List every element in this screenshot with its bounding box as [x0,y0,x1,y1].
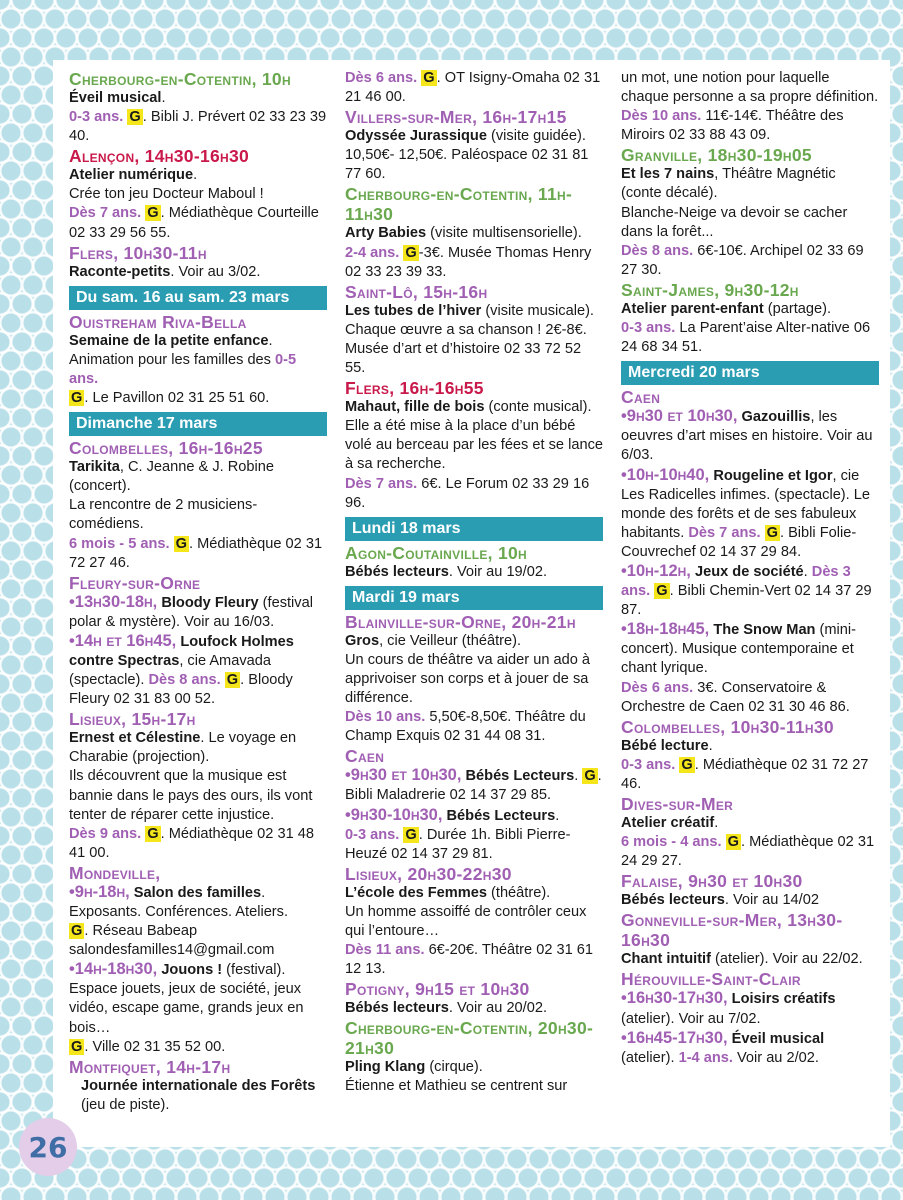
free-badge: G [681,756,693,773]
date-header: Mercredi 20 mars [621,361,879,385]
event-city: Flers, 10h30-11h [69,242,207,263]
free-badge: G [405,826,417,843]
event-title: Bébés Lecteurs [465,768,575,785]
age-badge: Dès 11 ans. [345,942,425,959]
event-title: Bloody Fleury [161,594,259,611]
event-alencon: Alençon, 14h30-16h30 Atelier numérique. Crée ton jeu Docteur Maboul ! Dès 7 ans. G . Médiathèque Courteille 02 33 29 56 55. [69,146,327,242]
free-badge: G [71,390,83,407]
event-city: Colombelles, 10h30-11h30 [621,716,834,737]
free-badge: G [71,1038,83,1055]
free-badge: G [175,535,187,552]
age-badge: 1-4 ans. [678,1049,733,1066]
event-city: Falaise, 9h30 et 10h30 [621,871,803,892]
event-cherbourg-arty: Cherbourg-en-Cotentin, 11h-11h30 Arty Babies (visite multisensorielle). 2-4 ans. G -3€. Musée Thomas Henry 02 33 23 39 33. [345,184,603,281]
event-granville: Granville, 18h30-19h05 Et les 7 nains, Théâtre Magnétic (conte décalé). Blanche-Neige va devoir se cacher dans la forêt... Dès 8 ans. 6€-10€. Archipel 02 33 69 27 30. [621,145,879,280]
event-potigny: Potigny, 9h15 et 10h30 Bébés lecteurs. Voir au 20/02. [345,979,603,1018]
event-title: Gazouillis [741,409,811,426]
event-time: •16h30-17h30, [621,989,728,1008]
event-fleury: Fleury-sur-Orne •13h30-18h, Bloody Fleury (festival polar & mystère). Voir au 16/03. •14h et 16h45, Loufock Holmes contre Spectras, cie Amavada (spectacle). Dès 8 ans. G . Bloody Fleury 02 31 83 00 52. [69,573,327,710]
event-title: Atelier créatif [621,815,715,831]
column-3 [621,69,879,1068]
event-villers: Villers-sur-Mer, 16h-17h15 Odyssée Jurassique (visite guidée). 10,50€- 12,50€. Paléospace 02 31 81 77 60. [345,107,603,184]
event-city: Flers, 16h-16h55 [345,378,484,399]
event-title: Arty Babies [345,225,427,242]
event-title: Loufock Holmes contre Spectras [69,633,294,669]
event-dives: Dives-sur-Mer Atelier créatif. 6 mois - 4 ans. G . Médiathèque 02 31 24 29 27. [621,794,879,871]
event-city: Cherbourg-en-Cotentin, 20h30-21h30 [345,1018,594,1059]
event-gonneville: Gonneville-sur-Mer, 13h30-16h30 Chant intuitif (atelier). Voir au 22/02. [621,910,879,969]
event-flers-mahaut: Flers, 16h-16h55 Mahaut, fille de bois (conte musical). Elle a été mise à la place d’un bébé volé au berceau par les fées et se lance à sa recherche. Dès 7 ans. 6€. Le Forum 02 33 29 16 96. [345,378,603,511]
event-caen: Caen •9h30 et 10h30, Bébés Lecteurs. G . Bibli Maladrerie 02 14 37 29 85. •9h30-10h30, Bébés Lecteurs. 0-3 ans. G . Durée 1h. Bibli Pierre-Heuzé 02 14 37 29 81. [345,746,602,862]
event-title: Atelier parent-enfant [621,300,764,317]
event-saint-lo: Saint-Lô, 15h-16h Les tubes de l’hiver (visite musicale). Chaque œuvre a sa chanson ! 2€-8€. Musée d’art et d’histoire 02 33 72 52 55. [345,282,603,378]
age-badge: Dès 10 ans. [621,108,702,125]
date-header: Mardi 19 mars [345,586,603,610]
event-city: Mondeville, [69,862,161,883]
event-title: Raconte-petits [69,263,171,280]
event-cherbourg-pling: Cherbourg-en-Cotentin, 20h30-21h30 Pling Klang (cirque). Étienne et Mathieu se centrent sur [345,1018,603,1096]
event-time: •16h45-17h30, [621,1028,728,1047]
age-badge: Dès 8 ans. [148,672,221,689]
event-cherbourg-eveil: Cherbourg-en-Cotentin, 10h Éveil musical. 0-3 ans. G . Bibli J. Prévert 02 33 23 39 40. [69,69,327,145]
event-city: Colombelles, 16h-16h25 [69,438,263,459]
event-title: Bébé lecture [621,737,709,754]
free-badge: G [226,672,239,689]
event-city: Lisieux, 15h-17h [69,709,196,730]
free-badge: G [423,70,435,86]
event-time: •14h et 16h45, [69,631,177,650]
event-ouistreham: Ouistreham Riva-Bella Semaine de la petite enfance. Animation pour les familles des 0-5 ans. G . Le Pavillon 02 31 25 51 60. [69,312,327,408]
event-title: Éveil musical [731,1030,825,1047]
age-badge: 0-3 ans. [621,320,676,337]
event-title: Bébés lecteurs [345,563,449,580]
age-badge: 0-3 ans. [345,826,400,843]
event-title: Bébés Lecteurs [446,807,556,824]
event-saint-james: Saint-James, 9h30-12h Atelier parent-enfant (partage). 0-3 ans. La Parent’aise Alter-native 06 24 68 34 51. [621,280,879,357]
free-badge: G [727,834,739,851]
event-falaise: Falaise, 9h30 et 10h30 Bébés lecteurs. Voir au 14/02 [621,871,879,910]
free-badge: G [147,205,159,222]
event-blainville: Blainville-sur-Orne, 20h-21h Gros, cie Veilleur (théâtre). Un cours de théâtre va aider un ado à apprivoiser son corps et à jouer de sa différence. Dès 10 ans. 5,50€-8,50€. Théâtre du Champ Exquis 02 31 44 08 31. [345,612,603,747]
event-title: Loisirs créatifs [731,991,836,1008]
age-badge: 6 mois - 5 ans. [69,535,170,552]
page-number: 26 [19,1118,77,1176]
age-badge: Dès 7 ans. [345,475,418,492]
date-header: Lundi 18 mars [345,517,603,541]
event-city: Gonneville-sur-Mer, 13h30-16h30 [621,910,843,951]
age-badge: 6 mois - 4 ans. [621,834,722,851]
free-badge: G [147,825,159,842]
event-title: Les tubes de l’hiver [345,302,482,319]
event-isigny-cont: Dès 6 ans. G . OT Isigny-Omaha 02 31 21 46 00. [345,70,601,106]
age-badge: Dès 3 ans. [621,563,851,600]
event-city: Villers-sur-Mer, 16h-17h15 [345,107,567,128]
free-badge: G [129,109,141,126]
age-badge: Dès 7 ans. [688,524,761,541]
free-badge: G [656,583,668,600]
event-city: Potigny, 9h15 et 10h30 [345,979,530,1000]
event-lisieux-ecole: Lisieux, 20h30-22h30 L’école des Femmes (théâtre). Un homme assoiffé de contrôler ceux qui l’entoure… Dès 11 ans. 6€-20€. Théâtre 02 31 61 12 13. [345,864,603,979]
event-herouville: Hérouville-Saint-Clair •16h30-17h30, Loisirs créatifs (atelier). Voir au 7/02. •16h45-17h30, Éveil musical (atelier). 1-4 ans. Voir au 2/02. [621,969,879,1067]
event-time: •9h30 et 10h30, [345,766,462,785]
event-time: •14h-18h30, [69,960,158,979]
column-1 [69,69,327,1115]
event-city: Caen [345,746,385,767]
event-time: •10h-10h40, [621,465,710,484]
event-title: Et les 7 nains [621,166,715,183]
event-city: Agon-Coutainville, 10h [345,542,528,563]
age-badge: Dès 9 ans. [69,825,142,842]
event-mondeville: Mondeville, •9h-18h, Salon des familles. Exposants. Conférences. Ateliers. G . Réseau Babeap salondesfamilles14@gmail.com •14h-18h30, Jouons ! (festival). Espace jouets, jeux de société, jeux vidéo, escape game, grands jeux en bois… G . Ville 02 31 35 52 00. [69,863,327,1057]
event-title: Semaine de la petite enfance [69,332,269,349]
age-badge: 0-3 ans. [621,756,676,773]
free-badge: G [766,524,778,541]
event-city: Cherbourg-en-Cotentin, 11h-11h30 [345,184,573,225]
event-city: Caen [621,387,661,408]
age-badge: Dès 7 ans. [69,205,142,222]
event-title: Odyssée Jurassique [345,128,487,145]
event-title: Journée internationale des Forêts [81,1077,316,1094]
event-city: Cherbourg-en-Cotentin, 10h [69,69,291,89]
event-title: L’école des Femmes [345,884,487,901]
event-flers: Flers, 10h30-11h Raconte-petits. Voir au 3/02. [69,243,327,282]
date-header: Du sam. 16 au sam. 23 mars [69,286,327,310]
event-time: •9h30-10h30, [345,805,443,824]
date-header: Dimanche 17 mars [69,412,327,436]
age-badge: Dès 6 ans. [621,679,694,696]
event-pling-cont: un mot, une notion pour laquelle chaque personne a sa propre définition. Dès 10 ans. 11€-14€. Théâtre des Miroirs 02 33 88 43 09. [621,70,879,144]
event-city: Fleury-sur-Orne [69,572,201,593]
event-city: Lisieux, 20h30-22h30 [345,863,512,884]
event-time: •10h-12h, [621,561,691,580]
free-badge: G [405,244,417,261]
event-title: Gros [345,632,380,649]
event-city: Ouistreham Riva-Bella [69,311,247,332]
event-title: Jouons ! [161,962,223,979]
event-city: Blainville-sur-Orne, 20h-21h [345,611,576,632]
event-city: Saint-James, 9h30-12h [621,279,799,300]
event-caen-wed: Caen •9h30 et 10h30, Gazouillis, les oeuvres d’art mises en histoire. Voir au 6/03. •10h-10h40, Rougeline et Igor, cie Les Radicelles infimes. (spectacle). Le monde des forêts et de ses fabuleux habitants. Dès 7 ans. G . Bibli Folie-Couvrechef 02 14 37 29 84. •10h-12h, Jeux de société. Dès 3 ans. G . Bibli Chemin-Vert 02 14 37 29 87. •18h-18h45, The Snow Man (mini-concert). Musique contemporaine et chant lyrique. Dès 6 ans. 3€. Conservatoire & Orchestre de Caen 02 31 30 46 86. [621,387,879,717]
event-city: Granville, 18h30-19h05 [621,145,812,166]
age-badge: Dès 8 ans. [621,242,694,259]
event-time: •9h30 et 10h30, [621,407,738,426]
event-title: Atelier numérique [69,167,194,184]
event-title: Ernest et Célestine [69,730,201,747]
event-city: Hérouville-Saint-Clair [621,969,801,990]
event-city: Saint-Lô, 15h-16h [345,281,488,302]
age-badge: 2-4 ans. [345,244,400,261]
event-title: Mahaut, fille de bois [345,399,485,416]
event-title: Bébés lecteurs [621,892,725,909]
age-badge: 0-5 ans. [69,351,297,387]
event-lisieux: Lisieux, 15h-17h Ernest et Célestine. Le voyage en Charabie (projection). Ils découvrent que la musique est bannie dans le pays des ours, ils vont tenter de réparer cette injustice. Dès 9 ans. G . Médiathèque 02 31 48 41 00. [69,709,327,863]
event-city: Alençon, 14h30-16h30 [69,146,250,167]
event-city: Dives-sur-Mer [621,794,734,814]
event-title: Éveil musical [69,90,162,106]
event-city: Montfiquet, 14h-17h [69,1056,231,1077]
event-time: •18h-18h45, [621,620,710,639]
free-badge: G [71,923,83,940]
event-title: The Snow Man [713,622,816,639]
free-badge: G [584,768,596,785]
event-title: Salon des familles [133,884,262,901]
event-title: Jeux de société [694,563,804,580]
event-title: Bébés lecteurs [345,1000,449,1017]
age-badge: Dès 10 ans. [345,709,426,726]
event-time: •13h30-18h, [69,592,158,611]
event-montfiquet: Montfiquet, 14h-17h Journée internationale des Forêts (jeu de piste). [69,1057,327,1115]
event-title: Chant intuitif [621,951,711,968]
column-2 [345,69,603,1097]
age-badge: 0-3 ans. [69,109,124,126]
event-colombelles-wed: Colombelles, 10h30-11h30 Bébé lecture. 0-3 ans. G . Médiathèque 02 31 72 27 46. [621,717,879,794]
event-time: •9h-18h, [69,882,130,901]
event-agon: Agon-Coutainville, 10h Bébés lecteurs. Voir au 19/02. [345,543,603,582]
event-title: Pling Klang [345,1059,426,1076]
event-title: Rougeline et Igor [713,467,833,484]
event-title: Tarikita [69,459,120,476]
age-badge: Dès 6 ans. [345,70,418,86]
event-colombelles: Colombelles, 16h-16h25 Tarikita, C. Jeanne & J. Robine (concert). La rencontre de 2 musiciens-comédiens. 6 mois - 5 ans. G . Médiathèque 02 31 72 27 46. [69,438,327,573]
